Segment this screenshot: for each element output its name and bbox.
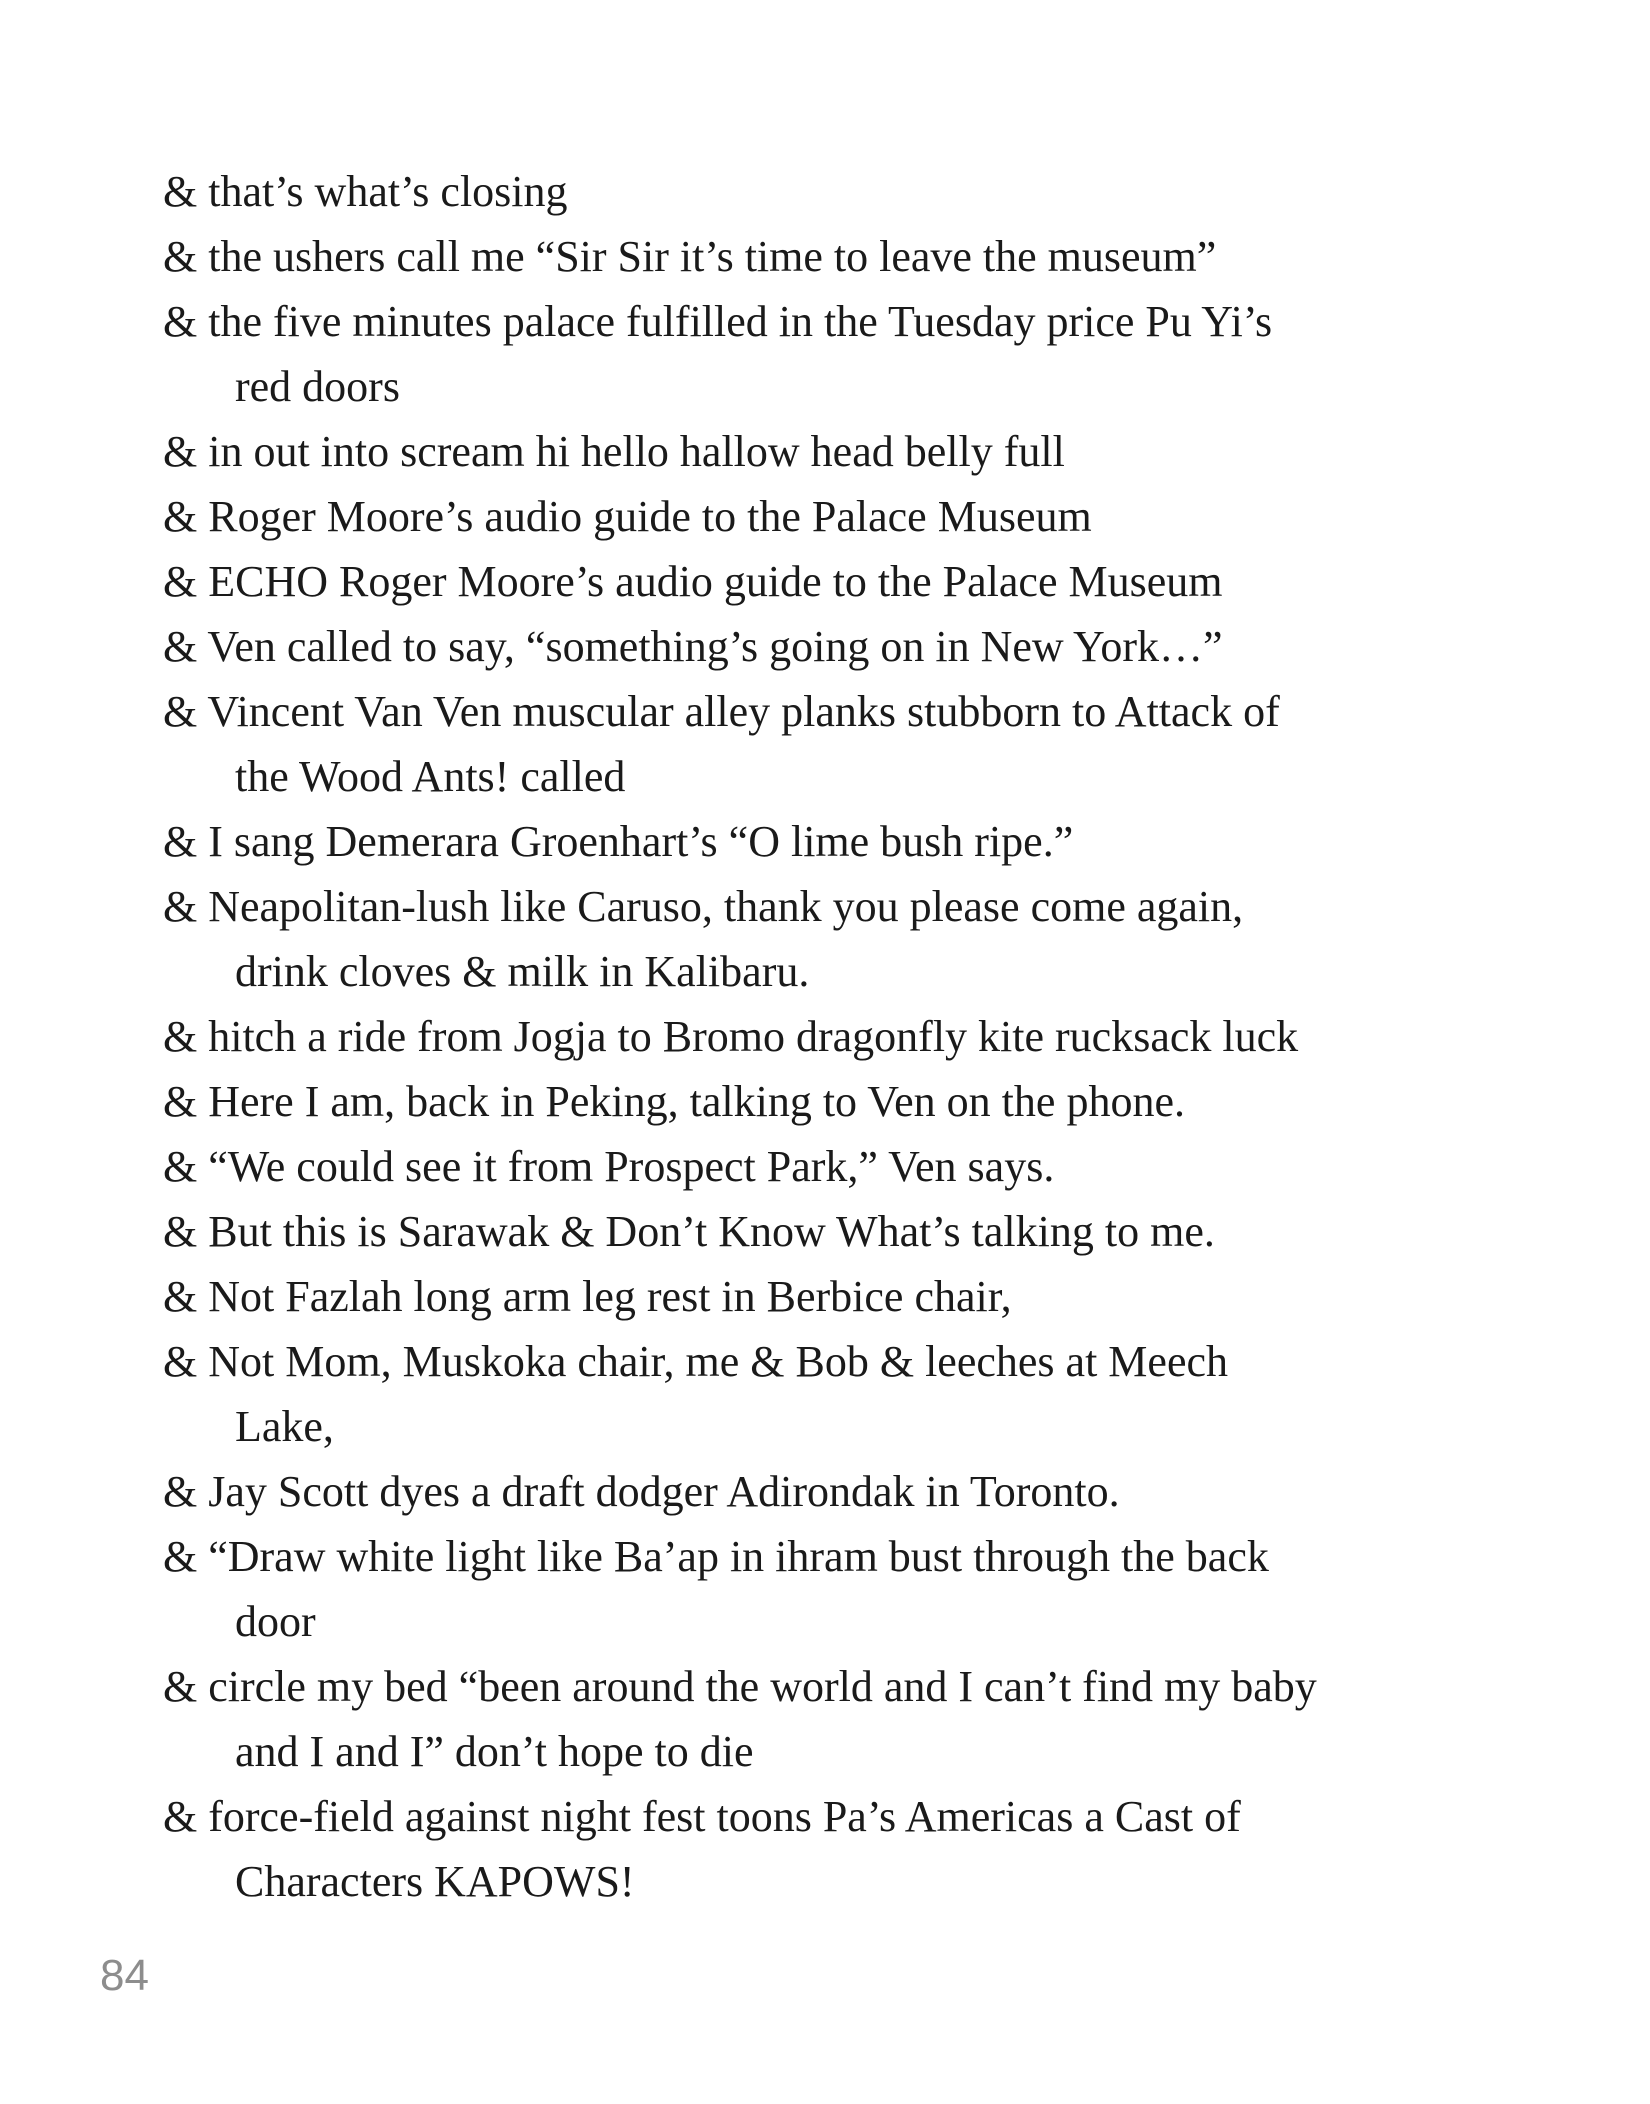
poem-line: & Here I am, back in Peking, talking to Ven on the phone. <box>163 1077 1185 1126</box>
poem-line: & Jay Scott dyes a draft dodger Adirondak in Toronto. <box>163 1467 1120 1516</box>
poem-line: & that’s what’s closing <box>163 167 568 216</box>
poem-line: & Roger Moore’s audio guide to the Palace Museum <box>163 492 1092 541</box>
poem-line: & ECHO Roger Moore’s audio guide to the Palace Museum <box>163 557 1223 606</box>
poem-line: and I and I” don’t hope to die <box>235 1727 754 1776</box>
page-number: 84 <box>100 1951 149 2000</box>
poem-line: & Ven called to say, “something’s going on in New York…” <box>163 622 1223 671</box>
poem-line: & the ushers call me “Sir Sir it’s time to leave the museum” <box>163 232 1217 281</box>
poem-line: & “Draw white light like Ba’ap in ihram bust through the back <box>163 1532 1269 1581</box>
poem-line: & Vincent Van Ven muscular alley planks stubborn to Attack of <box>163 687 1280 736</box>
poem-line: door <box>235 1597 316 1646</box>
poem-line: Lake, <box>235 1402 334 1451</box>
poem-line: & Neapolitan-lush like Caruso, thank you please come again, <box>163 882 1244 931</box>
poem-line: & force-field against night fest toons Pa’s Americas a Cast of <box>163 1792 1241 1841</box>
poem-line: & But this is Sarawak & Don’t Know What’s talking to me. <box>163 1207 1215 1256</box>
poem-line: & I sang Demerara Groenhart’s “O lime bush ripe.” <box>163 817 1074 866</box>
poem-line: & Not Mom, Muskoka chair, me & Bob & leeches at Meech <box>163 1337 1229 1386</box>
poem-line: the Wood Ants! called <box>235 752 626 801</box>
poem-line: red doors <box>235 362 400 411</box>
poem-line: drink cloves & milk in Kalibaru. <box>235 947 810 996</box>
poem-line: & “We could see it from Prospect Park,” Ven says. <box>163 1142 1055 1191</box>
poem-line: Characters KAPOWS! <box>235 1857 635 1906</box>
poem-line: & Not Fazlah long arm leg rest in Berbice chair, <box>163 1272 1012 1321</box>
poem-line: & the five minutes palace fulfilled in the Tuesday price Pu Yi’s <box>163 297 1273 346</box>
poem-line: & hitch a ride from Jogja to Bromo dragonfly kite rucksack luck <box>163 1012 1299 1061</box>
poem-line: & in out into scream hi hello hallow head belly full <box>163 427 1065 476</box>
poem <box>163 159 1317 1914</box>
poem-line: & circle my bed “been around the world and I can’t find my baby <box>163 1662 1317 1711</box>
